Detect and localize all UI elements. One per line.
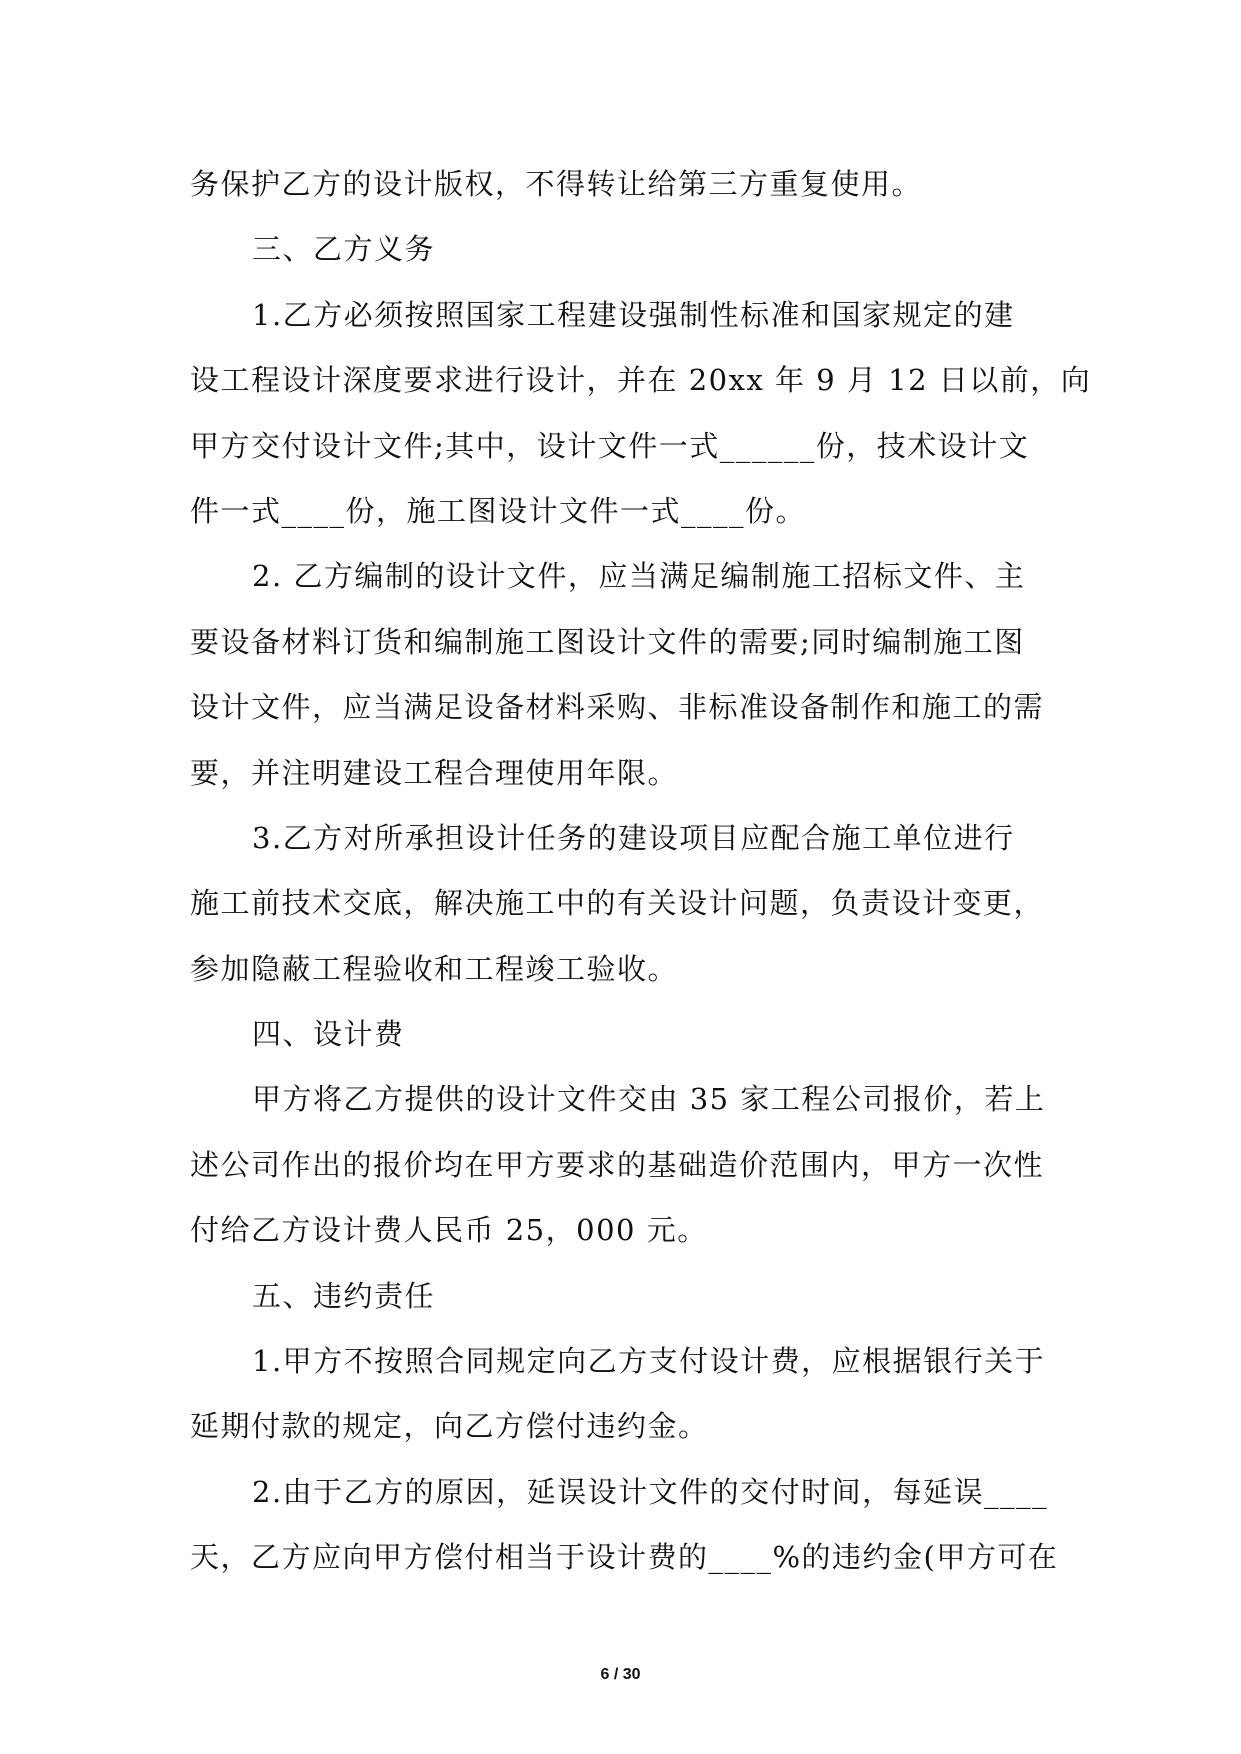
text-line: 设计文件，应当满足设备材料采购、非标准设备制作和施工的需: [190, 690, 1045, 725]
text-line: 述公司作出的报价均在甲方要求的基础造价范围内，甲方一次性: [190, 1147, 1045, 1182]
text-line: 要，并注明建设工程合理使用年限。: [190, 755, 679, 790]
text-line: 1.乙方必须按照国家工程建设强制性标准和国家规定的建: [252, 297, 1015, 332]
section-heading: 五、违约责任: [252, 1278, 436, 1313]
text-line: 3.乙方对所承担设计任务的建设项目应配合施工单位进行: [252, 820, 1015, 855]
text-line: 设工程设计深度要求进行设计，并在 20xx 年 9 月 12 日以前，向: [190, 363, 1092, 398]
text-line: 甲方交付设计文件;其中，设计文件一式______份，技术设计文: [190, 428, 1030, 463]
text-line: 甲方将乙方提供的设计文件交由 35 家工程公司报价，若上: [252, 1082, 1046, 1117]
text-line: 2.由于乙方的原因，延误设计文件的交付时间，每延误____: [252, 1474, 1049, 1509]
text-line: 付给乙方设计费人民币 25，000 元。: [190, 1213, 708, 1248]
text-line: 件一式____份，施工图设计文件一式____份。: [190, 493, 807, 528]
text-line: 务保护乙方的设计版权，不得转让给第三方重复使用。: [190, 167, 923, 201]
text-line: 天，乙方应向甲方偿付相当于设计费的____%的违约金(甲方可在: [190, 1540, 1059, 1575]
text-line: 2. 乙方编制的设计文件，应当满足编制施工招标文件、主: [252, 559, 1026, 594]
document-body: [190, 152, 1092, 1591]
page-number: 6 / 30: [600, 1666, 641, 1683]
text-line: 1.甲方不按照合同规定向乙方支付设计费，应根据银行关于: [252, 1344, 1046, 1379]
text-line: 施工前技术交底，解决施工中的有关设计问题，负责设计变更，: [190, 886, 1045, 921]
section-heading: 三、乙方义务: [252, 232, 436, 267]
text-line: 延期付款的规定，向乙方偿付违约金。: [190, 1409, 709, 1444]
text-line: 要设备材料订货和编制施工图设计文件的需要;同时编制施工图: [190, 624, 1025, 659]
text-line: 参加隐蔽工程验收和工程竣工验收。: [190, 951, 679, 986]
section-heading: 四、设计费: [252, 1017, 405, 1052]
